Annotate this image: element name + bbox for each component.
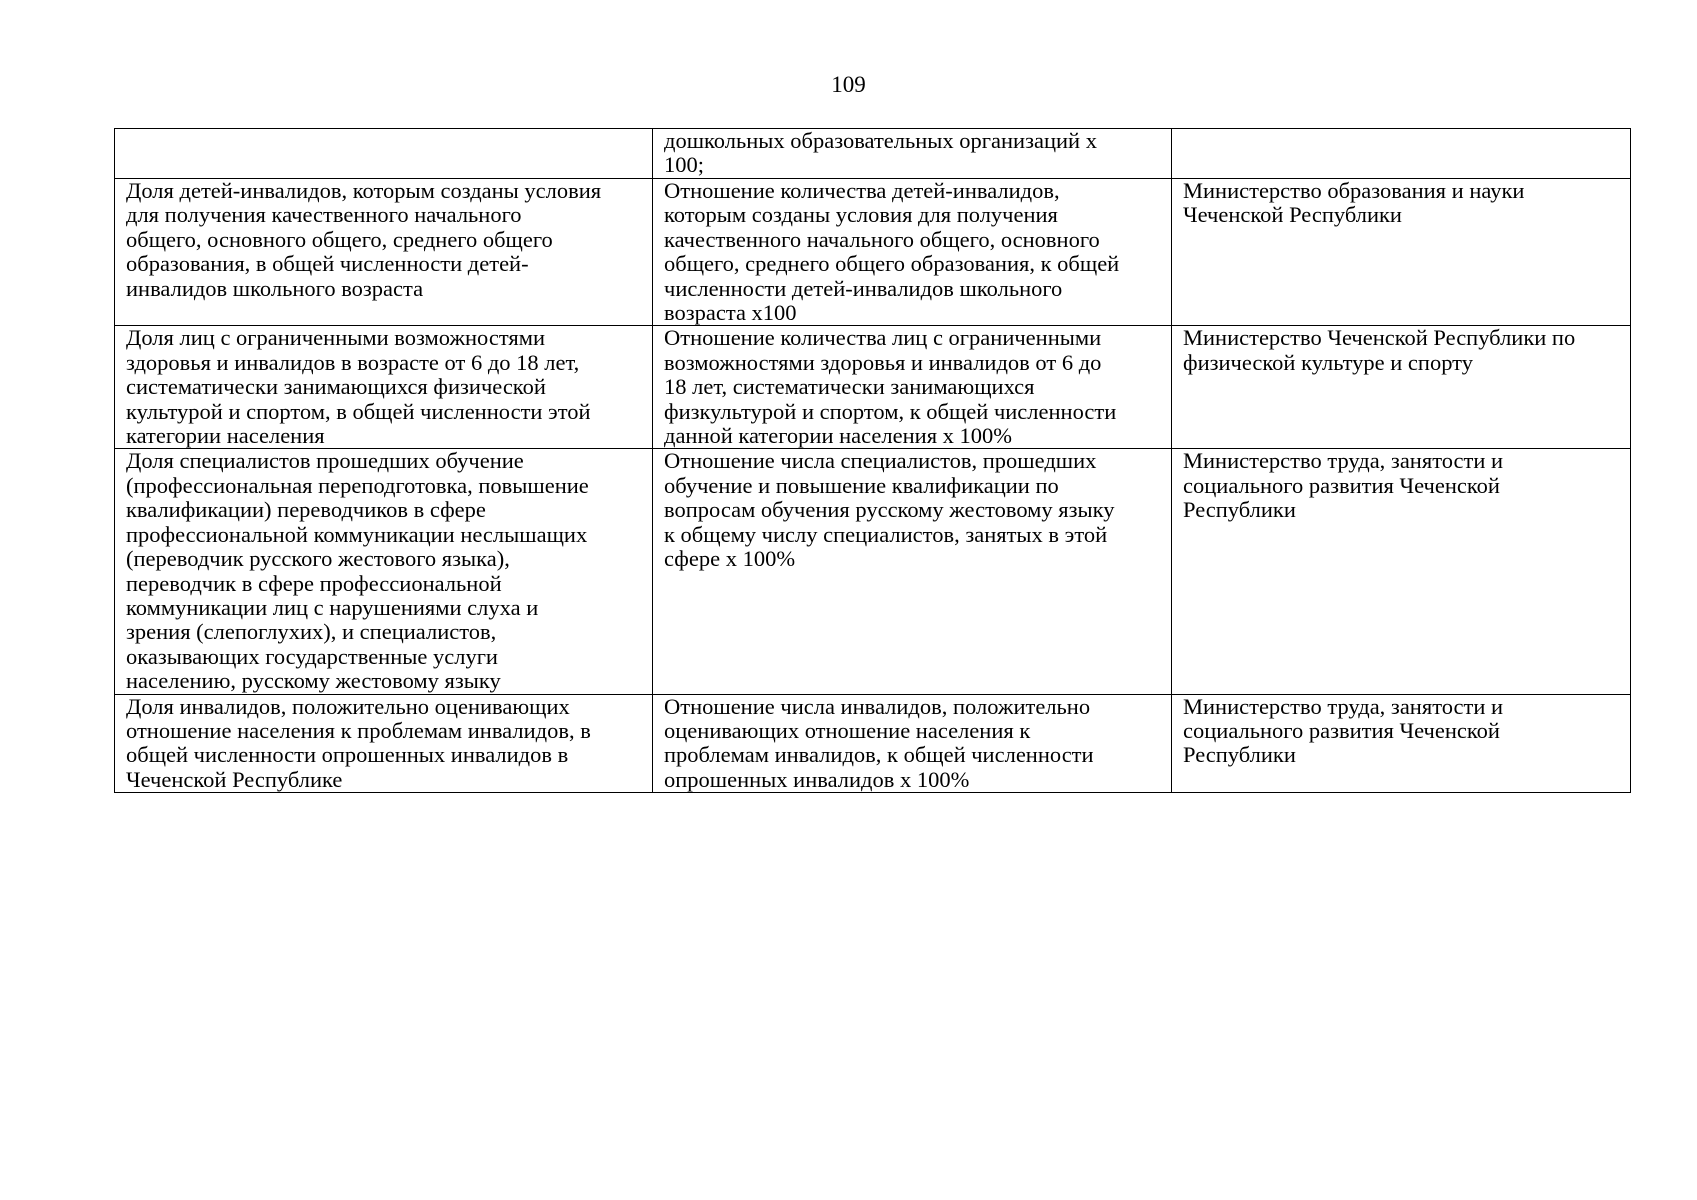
indicator-cell: Доля инвалидов, положительно оценивающих отношение населения к проблемам инвалидов, в общей численности опрошенных инвалидов в Чеченской Республике [115,694,653,793]
indicator-cell: Доля лиц с ограниченными возможностями здоровья и инвалидов в возрасте от 6 до 18 лет, систематически занимающихся физической культурой и спортом, в общей численности этой категории населения [115,326,653,449]
table-row [115,326,1631,449]
method-cell: Отношение количества лиц с ограниченными возможностями здоровья и инвалидов от 6 до 18 лет, систематически занимающихся физкультурой и спортом, к общей численности данной категории населения х 100% [653,326,1172,449]
method-cell: дошкольных образовательных организаций х 100; [653,129,1172,179]
responsible-cell: Министерство образования и науки Чеченской Республики [1172,179,1631,326]
method-cell: Отношение числа инвалидов, положительно оценивающих отношение населения к проблемам инвалидов, к общей численности опрошенных инвалидов х 100% [653,694,1172,793]
indicators-table [114,128,1631,793]
table-row [115,694,1631,793]
table-row [115,179,1631,326]
indicator-cell: Доля специалистов прошедших обучение (профессиональная переподготовка, повышение квалификации) переводчиков в сфере профессиональной коммуникации неслышащих (переводчик русского жестового языка), переводчик в сфере профессиональной коммуникации лиц с нарушениями слуха и зрения (слепоглухих), и специалистов, оказывающих государственные услуги населению, русскому жестовому языку [115,449,653,694]
method-cell: Отношение числа специалистов, прошедших обучение и повышение квалификации по вопросам обучения русскому жестовому языку к общему числу специалистов, занятых в этой сфере х 100% [653,449,1172,694]
indicator-cell [115,129,653,179]
page-number: 109 [831,72,866,97]
responsible-cell: Министерство Чеченской Республики по физической культуре и спорту [1172,326,1631,449]
responsible-cell [1172,129,1631,179]
method-cell: Отношение количества детей-инвалидов, которым созданы условия для получения качественного начального общего, основного общего, среднего общего образования, к общей численности детей-инвалидов школьного возраста х100 [653,179,1172,326]
indicator-cell: Доля детей-инвалидов, которым созданы условия для получения качественного начального общего, основного общего, среднего общего образования, в общей численности детей- инвалидов школьного возраста [115,179,653,326]
responsible-cell: Министерство труда, занятости и социального развития Чеченской Республики [1172,449,1631,694]
table-row [115,129,1631,179]
table-row [115,449,1631,694]
responsible-cell: Министерство труда, занятости и социального развития Чеченской Республики [1172,694,1631,793]
